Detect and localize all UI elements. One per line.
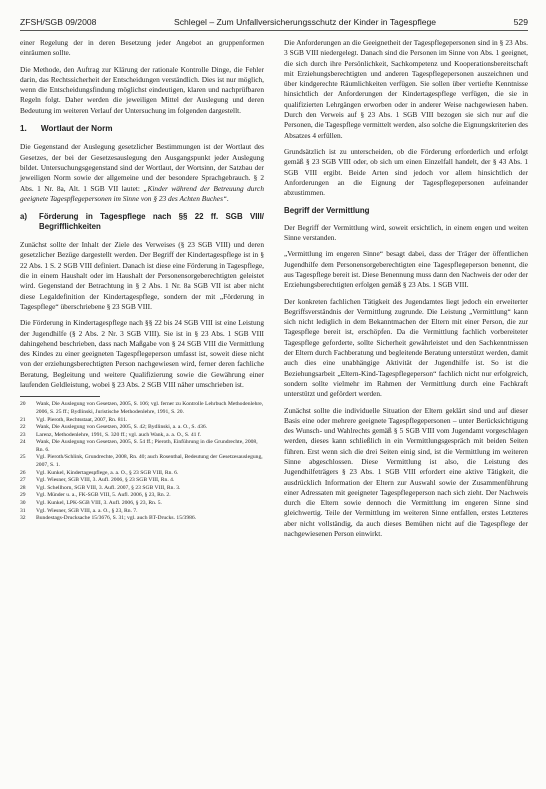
footnote: [20, 500, 264, 508]
footnote-number: 32: [20, 515, 26, 522]
footnote-number: 27: [20, 477, 26, 484]
footnote-number: 29: [20, 492, 26, 499]
footnote-text: Wank, Die Auslegung von Gesetzen, 2005, S. 106; vgl. ferner zu Kontrolle Lehrbuch Methodenlehre, 2006, S. 25 ff.; Bydlinski, Juristische Methodenlehre, 1991, S. 20.: [36, 401, 264, 415]
footnote-text: Larenz, Methodenlehre, 1991, S. 320 ff.; vgl. auch Wank, a. a. O., S. 41 f.: [36, 431, 202, 438]
paragraph: Der konkreten fachlichen Tätigkeit des Jugendamtes liegt jedoch ein erweiterter Begriffsverständnis der Vermittlung zugrunde. Die Leistung „Vermittlung“ kann sich nicht lediglich in dem Bekanntmachen der Eltern mit einer Person, die zur Tagespflege bereit ist, erschöpfen. Da die Vermittlung fachlich vorbereiteter Tagespflege geforderte, sollte Sicherheit gewährleistet und den Sachkenntnissen der Eltern durch Fachberatung und begleitende Beratung unterstützt werden, damit auch dies eine unabhängige Aktivität der Jugendhilfe ist. So ist die Beziehungsarbeit „Eltern-Kind-Tagespflegeperson“ fachlich nicht nur erfolgreich, sondern sollte vielmehr im Rahmen der Vermittlung durch eine Fachkraft unterstützt und gefördert werden.: [284, 296, 528, 399]
footnote: [20, 401, 264, 416]
paragraph: [20, 142, 264, 204]
running-header: [20, 17, 528, 31]
section-number: 1.: [20, 124, 27, 134]
paragraph: Der Begriff der Vermittlung wird, soweit ersichtlich, in einem engen und weiten Sinne verstanden.: [284, 222, 528, 243]
footnote-text: Wank, Die Auslegung von Gesetzen, 2005, S. 54 ff.; Pieroth, Einführung in die Grundrechte, 2008, Rn. 6.: [36, 439, 258, 453]
footnote-text: Vgl. Wiesner, SGB VIII, 3. Aufl. 2006, § 23 SGB VIII, Rn. 4.: [36, 477, 175, 484]
running-title: Schlegel – Zum Unfallversicherungsschutz der Kinder in Tagespflege: [174, 17, 437, 27]
paragraph: Die Förderung in Kindertagespflege nach §§ 22 bis 24 SGB VIII ist eine Leistung der Jugendhilfe (§ 2 Abs. 2 Nr. 3 SGB VIII). Sie ist in § 23 Abs. 1 SGB VIII dahingehend beschrieben, dass nach Maßgabe von § 24 SGB VIII die Vermittlung des Kindes zu einer geeigneten Tagespflegeperson umfasst ist, soweit diese nicht von der erziehungsberechtigten Person nachgewiesen wird, ferner deren fachliche Beratung, Begleitung und weitere Qualifizierung sowie die Gewährung einer laufenden Geldleistung, wobei § 23 Abs. 2 SGB VIII näher umschrieben ist.: [20, 318, 264, 390]
footnote-number: 26: [20, 469, 26, 476]
statute-quote: „Kinder während der Betreuung durch geeignete Tagespflegepersonen im Sinne von § 23 des Achten Buches“.: [20, 183, 264, 203]
footnote-text: Bundestags-Drucksache 15/3676, S. 31; vgl. auch BT-Drucks. 15/3986.: [36, 515, 197, 522]
right-column: [284, 38, 528, 545]
footnote-number: 28: [20, 484, 26, 491]
footnote: [20, 477, 264, 485]
paragraph: Grundsätzlich ist zu unterscheiden, ob die Förderung erforderlich und erfolgt gemäß § 23 SGB VIII oder, ob sich um einen Einzelfall handelt, der § 43 Abs. 1 SGB VIII ergibt. Beide Arten sind jedoch vor allem hinsichtlich der Anforderungen an die Eignung der Tagespflegepersonen aufeinander abzustimmen.: [284, 146, 528, 198]
footnote-text: Vgl. Pieroth, Rechtsstaat, 2007, Rn. 811.: [36, 416, 128, 423]
footnote-number: 30: [20, 500, 26, 507]
page-number: 529: [513, 17, 528, 27]
footnote: [20, 439, 264, 454]
left-column: [20, 38, 264, 523]
footnote-number: 20: [20, 401, 26, 408]
footnote-text: Vgl. Kunkel, Kindertagespflege, a. a. O., § 23 SGB VIII, Rn. 6.: [36, 469, 179, 476]
footnote-text: Vgl. Schellhorn, SGB VIII, 3. Aufl. 2007, § 23 SGB VIII, Rn. 3.: [36, 484, 181, 491]
footnote-text: Vgl. Wiesner, SGB VIII, a. a. O., § 23, Rn. 7.: [36, 507, 138, 514]
footnote-text: Vgl. Münder u. a., FK-SGB VIII, 5. Aufl. 2006, § 23, Rn. 2.: [36, 492, 171, 499]
paragraph: Die Methode, den Auftrag zur Klärung der rationale Kontrolle Dinge, die Fehler darin, das Rechtssicherheit der Entscheidungen verständlich. Dies ist nur möglich, wenn die Entscheidungsfindung möglichst eindeutigen, klaren und nachprüfbaren Regeln folgt. Daher werden die jeweiligen Mittel der Auslegung und deren Bedeutung im weiteren Verlauf der Untersuchung im folgenden dargestellt.: [20, 64, 264, 115]
journal-citation: ZFSH/SGB 09/2008: [20, 17, 97, 27]
footnote-number: 31: [20, 507, 26, 514]
footnote-number: 25: [20, 454, 26, 461]
footnote-text: Wank, Die Auslegung von Gesetzen, 2005, S. 42; Bydlinski, a. a. O., S. 436.: [36, 424, 208, 431]
paragraph: einer Regelung der in deren Besetzung jeder Angebot an gruppenformen einräumen sollte.: [20, 38, 264, 58]
paragraph-text: Die Gegenstand der Auslegung gesetzlicher Bestimmungen ist der Wortlaut des Gesetzes, der bei der Gesetzesauslegung den Ausgangspunkt jeder Auslegung bildet. Untersuchungsgegenstand sind der Wortlaut, der Wortsinn, der Satzbau der jeweiligen Norm sowie der allgemeine und der besondere Sprachgebrauch. § 2 Abs. 1 Nr. 8a, Alt. 1 SGB VII lautet:: [20, 142, 264, 193]
paragraph: Die Anforderungen an die Geeignetheit der Tagespflegepersonen sind in § 23 Abs. 3 SGB VIII niedergelegt. Danach sind die Personen im Sinne von Abs. 1 geeignet, die sich durch ihre Persönlichkeit, Sachkompetenz und Kooperationsbereitschaft mit Erziehungsberechtigten und anderen Tagespflegepersonen auszeichnen und über kindgerechte Räumlichkeiten verfügen. Sie sollen über vertiefte Kenntnisse hinsichtlich der Anforderungen der Kindertagespflege verfügen, die sie in qualifizierten Lehrgängen erworben oder in anderer Weise nachgewiesen haben. Durch den Verweis auf § 23 Abs. 1 SGB VIII bezogen sie sich nur auf die Personen, die Tagespflege vermittelt werden, also solche die Eignungskriterien des Absatzes 4 erfüllen.: [284, 38, 528, 140]
footnote: [20, 492, 264, 500]
footnote: [20, 454, 264, 469]
paragraph: „Vermittlung im engeren Sinne“ besagt dabei, dass der Träger der öffentlichen Jugendhilfe dem Personensorgeberechtigten eine Tagespflegeperson benennt, die aus Tagespflege bereit ist. Diese Benennung muss dann den Nachweis der oder der Erziehungsberechtigten erfolgen gemäß § 23 Abs. 1 SGB VIII.: [284, 249, 528, 290]
subsection-heading: [20, 212, 264, 232]
footnote-number: 23: [20, 431, 26, 438]
subsection-title: Förderung in Tagespflege nach §§ 22 ff. SGB VIII/ Begrifflichkeiten: [39, 212, 264, 232]
footnote-text: Vgl. Pieroth/Schlink, Grundrechte, 2008, Rn. 40; auch Rosenthal, Bedeutung der Gesetzesauslegung, 2007, S. 1.: [36, 454, 263, 469]
footnote: [20, 508, 264, 516]
footnote-divider: [20, 396, 100, 397]
section-title: Wortlaut der Norm: [40, 124, 113, 134]
subsection-number: a): [20, 212, 28, 222]
footnotes: [20, 401, 264, 523]
footnote-number: 24: [20, 439, 26, 446]
footnote: [20, 424, 264, 432]
subsection-heading: Begriff der Vermittlung: [284, 206, 370, 216]
paragraph: Zunächst sollte der Inhalt der Ziele des Verweises (§ 23 SGB VIII) und deren gesetzlicher Bezüge dargestellt werden. Der Begriff der Kindertagespflege ist in § 22 Abs. 1 S. 2 SGB VIII definiert. Danach ist diese eine Förderung in Tagespflege, die in einem Haushalt oder im Haushalt der Personensorgeberechtigten geleistet wird. Gegenstand der Betrachtung in § 2 Abs. 1 Nr. 8a SGB VII ist aber nicht diese Legaldefinition der Kindertagespflege, sondern der mit „Förderung in Tagespflege“ überschriebene § 23 SGB VIII.: [20, 240, 264, 311]
footnote-text: Vgl. Kunkel, LPK-SGB VIII, 3. Aufl. 2006, § 23, Rn. 5.: [36, 500, 162, 507]
footnote-number: 21: [20, 416, 26, 423]
footnote: [20, 417, 264, 425]
section-heading: [20, 124, 264, 134]
paragraph: Zunächst sollte die individuelle Situation der Eltern geklärt sind und auf dieser Basis eine oder mehrere geeignete Tagespflegepersonen – unter Berücksichtigung des Wunsch- und Wahlrechts gemäß § 5 SGB VIII vom Jugendamt vorgeschlagen werden, dieses kann schließlich in ein Vermittlungsgespräch mit beiden Seiten führen. Erst wenn sich die drei Seiten einig sind, ist die Vermittlung im weiteren Sinne abgeschlossen. Diese Vermittlung ist also, die Leistung des Jugendhilfeträgers § 23 Abs. 1 SGB VIII erfordert eine aktive Tätigkeit, die ausdrücklich Information der Eltern zur Auswahl sowie der Zusammenführung einer Adressaten mit geeigneter Tagespflegeperson nach sich zieht. Der Nachweis durch die Eltern sowie dennoch die Vermittlung im engeren Sinne sind gleichwertig. Teile der Vermittlung im weiteren Sinne entfallen, erstes Letzteres aber nicht vollständig, da auch dieses Bemühen nicht auf die Tagespflege der nachgewiesenen Person einwirkt.: [284, 405, 528, 539]
footnote: [20, 515, 264, 523]
footnote-number: 22: [20, 424, 26, 431]
